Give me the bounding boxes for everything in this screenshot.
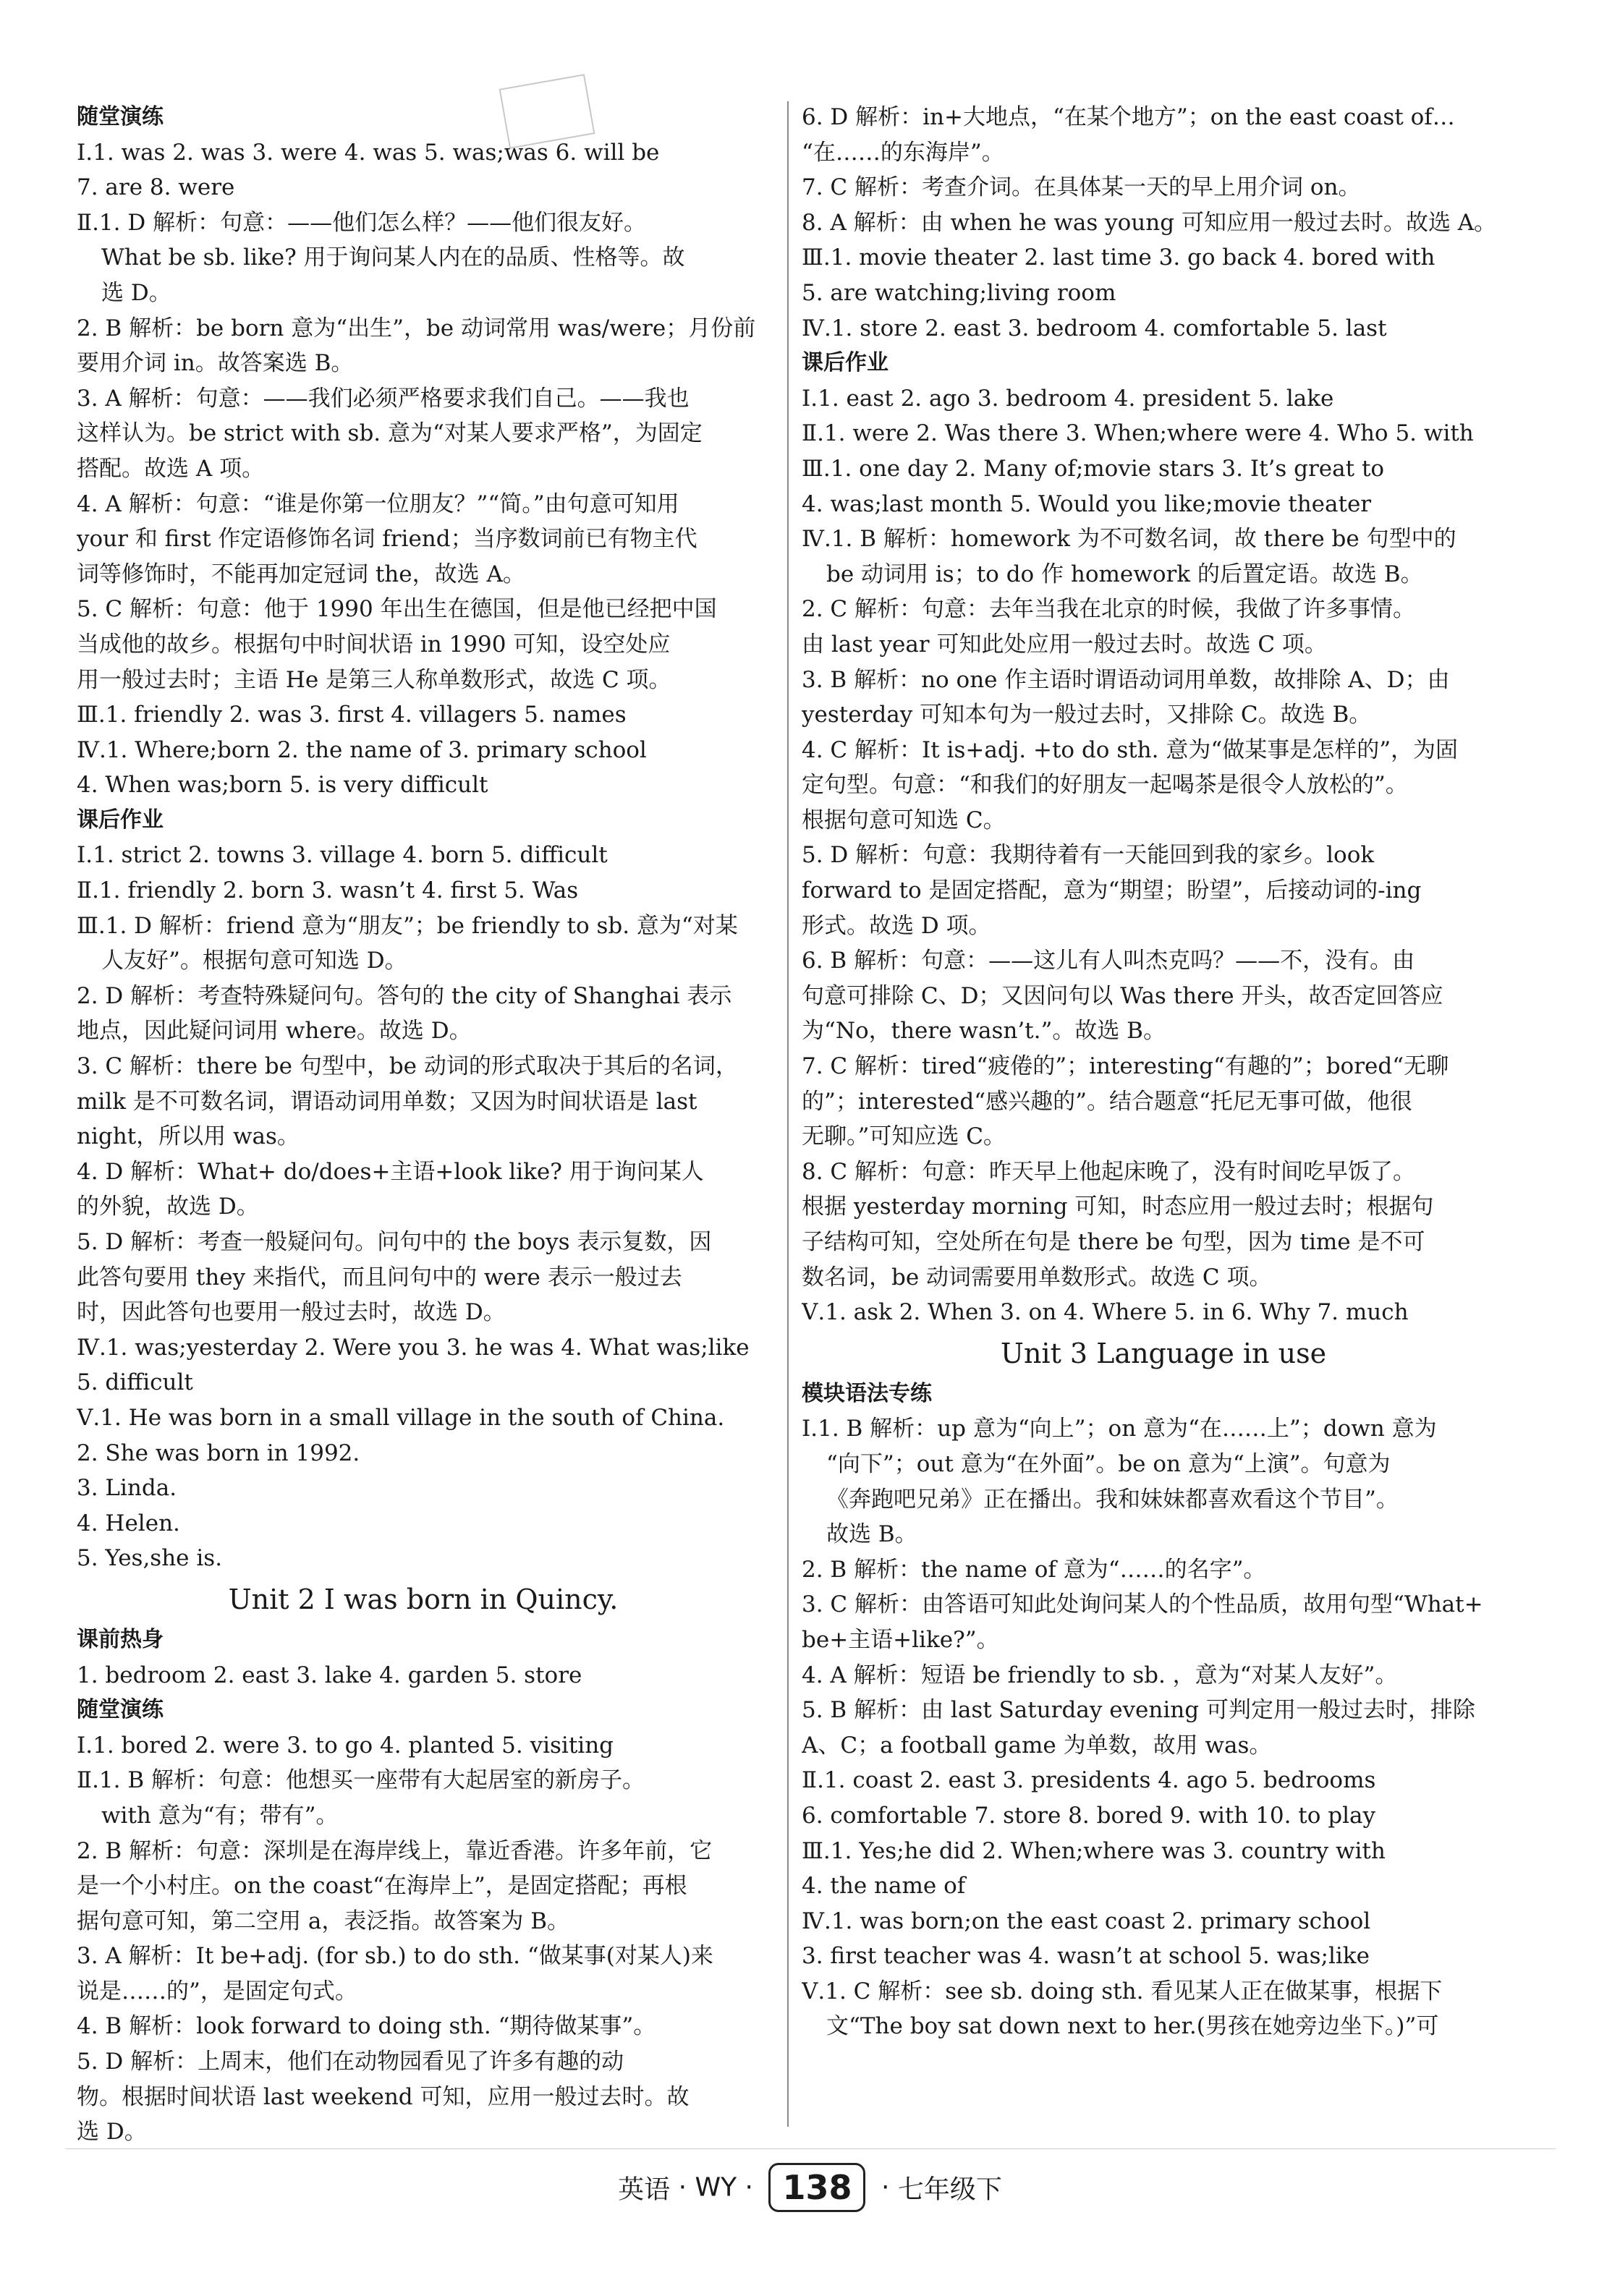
answer-line: 4. A 解析：句意：“谁是你第一位朋友？”“简。”由句意可知用	[77, 490, 679, 517]
answer-line: 5. D 解析：句意：我期待着有一天能回到我的家乡。look	[802, 842, 1375, 869]
answer-line: night，所以用 was。	[77, 1123, 300, 1150]
answer-line: Ⅲ.1. friendly 2. was 3. first 4. villagers 5. names	[77, 702, 627, 728]
answer-line: 4. B 解析：look forward to doing sth. “期待做某事”。	[77, 2013, 656, 2040]
answer-line: 5. D 解析：考查一般疑问句。问句中的 the boys 表示复数，因	[77, 1229, 712, 1255]
answer-line: 形式。故选 D 项。	[802, 912, 991, 939]
answer-line: 句意可排除 C、D；又因问句以 Was there 开头，故否定回答应	[802, 982, 1443, 1009]
answer-line: 3. B 解析：no one 作主语时谓语动词用单数，故排除 A、D；由	[802, 666, 1450, 693]
answer-line: Ⅳ.1. B 解析：homework 为不可数名词，故 there be 句型中的	[802, 526, 1456, 553]
answer-line: be+主语+like?”。	[802, 1626, 999, 1653]
section-heading: 课后作业	[77, 807, 164, 833]
unit-title: Unit 3 Language in use	[1000, 1337, 1327, 1369]
answer-line: 说是……的”，是固定句式。	[77, 1978, 357, 2004]
column-divider	[787, 101, 789, 2127]
answer-line: 4. A 解析：短语 be friendly to sb. ，意为“对某人友好”。	[802, 1662, 1398, 1688]
answer-line: 3. Linda.	[77, 1475, 177, 1502]
answer-line: 7. are 8. were	[77, 174, 235, 201]
answer-line: 2. D 解析：考查特殊疑问句。答句的 the city of Shanghai 表示	[77, 982, 732, 1009]
answer-line: Ⅱ.1. B 解析：句意：他想买一座带有大起居室的新房子。	[77, 1767, 645, 1794]
answer-line: 定句型。句意：“和我们的好朋友一起喝茶是很令人放松的”。	[802, 772, 1408, 799]
answer-line: Ⅱ.1. coast 2. east 3. presidents 4. ago 5. bedrooms	[802, 1767, 1376, 1794]
answer-line: 《奔跑吧兄弟》正在播出。我和妹妹都喜欢看这个节目”。	[826, 1486, 1399, 1513]
answer-line: 故选 B。	[826, 1521, 917, 1548]
answer-line: 4. the name of	[802, 1873, 966, 1900]
answer-line: 人友好”。根据句意可知选 D。	[101, 948, 407, 974]
section-heading: 模块语法专练	[802, 1380, 932, 1406]
answer-line: 5. are watching;living room	[802, 279, 1116, 306]
answer-line: with 意为“有；带有”。	[101, 1802, 339, 1829]
answer-line: 词等修饰时，不能再加定冠词 the，故选 A。	[77, 561, 525, 587]
answer-line: 搭配。故选 A 项。	[77, 455, 265, 482]
answer-line: 8. A 解析：由 when he was young 可知应用一般过去时。故选 A。	[802, 209, 1497, 236]
answer-line: 6. D 解析：in+大地点，“在某个地方”；on the east coast of…	[802, 104, 1455, 130]
answer-line: Ⅳ.1. Where;born 2. the name of 3. primary school	[77, 736, 647, 763]
answer-line: 6. B 解析：句意：——这儿有人叫杰克吗？——不，没有。由	[802, 948, 1415, 974]
answer-line: Ⅱ.1. were 2. Was there 3. When;where were 4. Who 5. with	[802, 420, 1474, 447]
footer-subject: 英语	[618, 2174, 671, 2205]
answer-line: A、C；a football game 为单数，故用 was。	[802, 1732, 1272, 1759]
answer-line: Ⅳ.1. store 2. east 3. bedroom 4. comfortable 5. last	[802, 315, 1387, 341]
footer-dot: ·	[745, 2172, 753, 2203]
page-footer	[0, 2163, 1620, 2212]
answer-line: 要用介词 in。故答案选 B。	[77, 350, 354, 377]
answer-line: Ⅲ.1. D 解析：friend 意为“朋友”；be friendly to sb. 意为“对某	[77, 912, 738, 939]
answer-line: 2. C 解析：句意：去年当我在北京的时候，我做了许多事情。	[802, 596, 1416, 623]
section-heading: 课后作业	[802, 350, 889, 376]
answer-line: 这样认为。be strict with sb. 意为“对某人要求严格”，为固定	[77, 420, 703, 447]
answer-line: 6. comfortable 7. store 8. bored 9. with 10. to play	[802, 1802, 1376, 1829]
answer-line: 的外貌，故选 D。	[77, 1194, 259, 1220]
footer-edition: WY	[695, 2172, 737, 2203]
answer-line: 5. difficult	[77, 1369, 193, 1396]
answer-line: 7. C 解析：考查介词。在具体某一天的早上用介词 on。	[802, 174, 1361, 201]
answer-line: milk 是不可数名词，谓语动词用单数；又因为时间状语是 last	[77, 1088, 697, 1115]
answer-line: 4. When was;born 5. is very difficult	[77, 772, 488, 799]
answer-line: Ⅴ.1. C 解析：see sb. doing sth. 看见某人正在做某事，根据下	[802, 1978, 1443, 2004]
answer-line: 8. C 解析：句意：昨天早上他起床晚了，没有时间吃早饭了。	[802, 1158, 1416, 1185]
footer-grade: 七年级下	[897, 2174, 1002, 2205]
answer-line: 5. D 解析：上周末，他们在动物园看见了许多有趣的动	[77, 2049, 624, 2075]
answer-line: 当成他的故乡。根据句中时间状语 in 1990 可知，设空处应	[77, 631, 671, 658]
answer-line: Ⅲ.1. movie theater 2. last time 3. go back 4. bored with	[802, 245, 1435, 271]
answer-line: 时，因此答句也要用一般过去时，故选 D。	[77, 1299, 506, 1326]
answer-line: 5. C 解析：句意：他于 1990 年出生在德国，但是他已经把中国	[77, 596, 717, 623]
answer-line: 4. C 解析：It is+adj. +to do sth. 意为“做某事是怎样的”，为固	[802, 736, 1459, 763]
answer-line: “在……的东海岸”。	[802, 139, 1004, 166]
unit-title: Unit 2 I was born in Quincy.	[228, 1583, 619, 1615]
answer-line: 3. C 解析：由答语可知此处询问某人的个性品质，故用句型“What+	[802, 1591, 1483, 1618]
section-heading: 随堂演练	[77, 1697, 164, 1723]
answer-line: 据句意可知，第二空用 a，表泛指。故答案为 B。	[77, 1908, 569, 1934]
answer-line: be 动词用 is；to do 作 homework 的后置定语。故选 B。	[826, 561, 1423, 587]
answer-line: Ⅲ.1. one day 2. Many of;movie stars 3. It’s great to	[802, 455, 1385, 482]
footer-dot: ·	[881, 2172, 890, 2203]
answer-line: 此答句要用 they 来指代，而且问句中的 were 表示一般过去	[77, 1264, 682, 1291]
left-column	[77, 100, 770, 2150]
answer-line: 用一般过去时；主语 He 是第三人称单数形式，故选 C 项。	[77, 666, 671, 693]
answer-line: Ⅱ.1. friendly 2. born 3. wasn’t 4. first 5. Was	[77, 877, 579, 904]
answer-line: 选 D。	[77, 2119, 147, 2146]
answer-line: 是一个小村庄。on the coast“在海岸上”，是固定搭配；再根	[77, 1873, 687, 1900]
answer-line: yesterday 可知本句为一般过去时，又排除 C。故选 B。	[802, 702, 1372, 728]
answer-line: 无聊。”可知应选 C。	[802, 1123, 1006, 1150]
answer-line: 4. Helen.	[77, 1510, 180, 1536]
answer-line: 2. B 解析：the name of 意为“……的名字”。	[802, 1556, 1266, 1583]
answer-line: Ⅳ.1. was born;on the east coast 2. primary school	[802, 1908, 1371, 1934]
footer-rule	[65, 2148, 1556, 2149]
answer-line: 2. B 解析：句意：深圳是在海岸线上，靠近香港。许多年前，它	[77, 1837, 713, 1864]
answer-line: “向下”；out 意为“在外面”。be on 意为“上演”。句意为	[826, 1450, 1391, 1477]
answer-line: 3. C 解析：there be 句型中，be 动词的形式取决于其后的名词，	[77, 1053, 738, 1080]
answer-line: 地点，因此疑问词用 where。故选 D。	[77, 1018, 472, 1045]
answer-line: 子结构可知，空处所在句是 there be 句型，因为 time 是不可	[802, 1229, 1425, 1255]
answer-line: Ⅲ.1. Yes;he did 2. When;where was 3. country with	[802, 1837, 1386, 1864]
answer-line: 7. C 解析：tired“疲倦的”；interesting“有趣的”；bored“无聊	[802, 1053, 1449, 1080]
answer-line: 根据 yesterday morning 可知，时态应用一般过去时；根据句	[802, 1194, 1434, 1220]
answer-line: 2. B 解析：be born 意为“出生”，be 动词常用 was/were；月份前	[77, 315, 756, 341]
answer-line: Ⅴ.1. ask 2. When 3. on 4. Where 5. in 6. Why 7. much	[802, 1299, 1409, 1326]
page-number: 138	[768, 2163, 865, 2212]
answer-line: Ⅴ.1. He was born in a small village in the south of China.	[77, 1404, 725, 1431]
answer-line: 4. was;last month 5. Would you like;movie theater	[802, 490, 1372, 517]
answer-line: 3. first teacher was 4. wasn’t at school 5. was;like	[802, 1943, 1370, 1970]
answer-line: 文“The boy sat down next to her.(男孩在她旁边坐下。)”可	[826, 2013, 1439, 2040]
answer-line: Ⅰ.1. was 2. was 3. were 4. was 5. was;was 6. will be	[77, 139, 660, 166]
footer-dot: ·	[678, 2172, 687, 2203]
answer-line: 数名词，be 动词需要用单数形式。故选 C 项。	[802, 1264, 1272, 1291]
answer-line: 5. B 解析：由 last Saturday evening 可判定用一般过去时，排除	[802, 1697, 1475, 1724]
answer-line: Ⅰ.1. east 2. ago 3. bedroom 4. president 5. lake	[802, 385, 1334, 412]
answer-line: Ⅰ.1. strict 2. towns 3. village 4. born 5. difficult	[77, 842, 608, 869]
answer-line: 1. bedroom 2. east 3. lake 4. garden 5. store	[77, 1662, 582, 1688]
answer-line: Ⅰ.1. bored 2. were 3. to go 4. planted 5. visiting	[77, 1732, 614, 1759]
answer-line: your 和 first 作定语修饰名词 friend；当序数词前已有物主代	[77, 526, 697, 553]
section-heading: 课前热身	[77, 1626, 164, 1652]
answer-line: 为“No，there wasn’t.”。故选 B。	[802, 1018, 1166, 1045]
answer-line: Ⅰ.1. B 解析：up 意为“向上”；on 意为“在……上”；down 意为	[802, 1416, 1437, 1442]
answer-line: 的”；interested“感兴趣的”。结合题意“托尼无事可做，他很	[802, 1088, 1412, 1115]
answer-line: Ⅳ.1. was;yesterday 2. Were you 3. he was 4. What was;like	[77, 1334, 750, 1361]
answer-line: 5. Yes,she is.	[77, 1545, 223, 1572]
section-heading: 随堂演练	[77, 104, 164, 129]
answer-line: 物。根据时间状语 last weekend 可知，应用一般过去时。故	[77, 2083, 690, 2110]
right-column	[802, 100, 1525, 2044]
answer-line: 由 last year 可知此处应用一般过去时。故选 C 项。	[802, 631, 1327, 658]
answer-line: Ⅱ.1. D 解析：句意：——他们怎么样？——他们很友好。	[77, 209, 647, 236]
answer-line: 2. She was born in 1992.	[77, 1440, 360, 1466]
answer-line: forward to 是固定搭配，意为“期望；盼望”，后接动词的-ing	[802, 877, 1422, 904]
answer-line: 3. A 解析：句意：——我们必须严格要求我们自己。——我也	[77, 385, 690, 412]
answer-line: What be sb. like? 用于询问某人内在的品质、性格等。故	[101, 245, 685, 271]
answer-line: 3. A 解析：It be+adj. (for sb.) to do sth. “做某事(对某人)来	[77, 1943, 713, 1970]
answer-line: 4. D 解析：What+ do/does+主语+look like? 用于询问某人	[77, 1158, 704, 1185]
answer-line: 选 D。	[101, 279, 171, 306]
answer-line: 根据句意可知选 C。	[802, 807, 1006, 833]
